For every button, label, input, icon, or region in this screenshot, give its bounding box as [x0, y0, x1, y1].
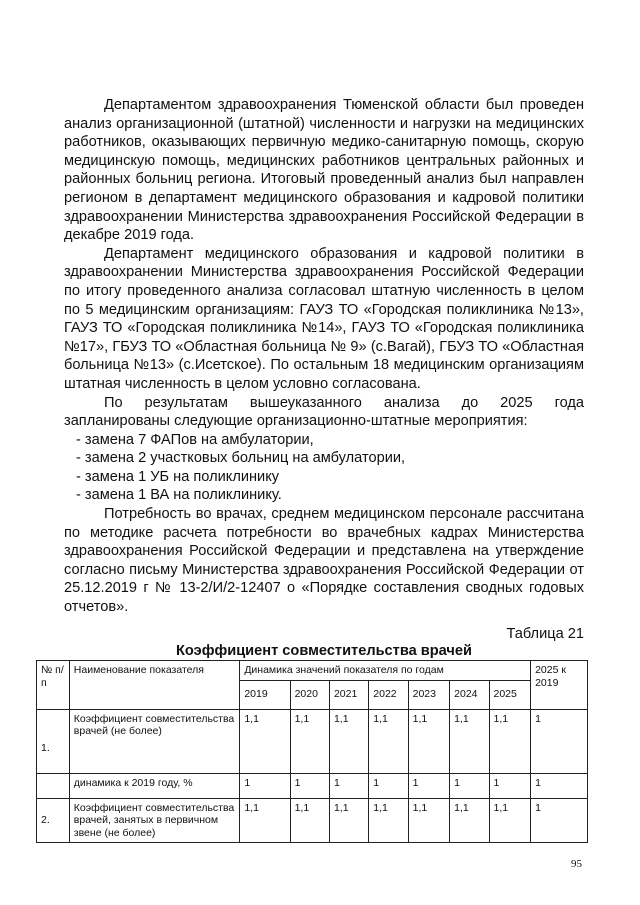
year-cell: 2025: [489, 680, 531, 709]
value-cell: 1,1: [369, 798, 408, 843]
final-cell: 1: [531, 773, 588, 798]
document-page: [41, 96, 584, 843]
row-name: динамика к 2019 году, %: [69, 773, 240, 798]
value-cell: 1,1: [369, 709, 408, 773]
value-cell: 1,1: [489, 798, 531, 843]
value-cell: 1,1: [329, 798, 368, 843]
value-cell: 1,1: [489, 709, 531, 773]
year-cell: 2024: [450, 680, 489, 709]
table-header-row: [37, 661, 588, 681]
header-name: Наименование показателя: [69, 661, 240, 710]
row-name: Коэффициент совместительства врачей (не более): [69, 709, 240, 773]
final-cell: 1: [531, 798, 588, 843]
year-cell: 2021: [329, 680, 368, 709]
row-num: [37, 773, 70, 798]
paragraph-1: Департаментом здравоохранения Тюменской области был проведен анализ организационной (штатной) численности и нагрузки на медицинских работников, оказывающих первичную медико-санитарную помощь, скорую медицинскую помощь, медицинских работников центральных районных и районных больниц региона. Итоговый проведенный анализ был направлен регионом в департамент медицинского образования и кадровой политики здравоохранении Министерства здравоохранения Российской Федерации в декабре 2019 года.: [64, 97, 584, 244]
paragraph-2: Департамент медицинского образования и кадровой политики в здравоохранении Министерства здравоохранения Российской Федерации по итогу проведенного анализа согласовал штатную численность в целом по 5 медицинским организациям: ГАУЗ ТО «Городская поликлиника №13», ГАУЗ ТО «Городская поликлиника №14», ГАУЗ ТО «Городская поликлиника №17», ГБУЗ ТО «Областная больница № 9» (с.Вагай), ГБУЗ ТО «Областная больница №13» (с.Исетское). По остальным 18 медицинским организациям штатная численность в целом условно согласована.: [64, 245, 584, 392]
table-title: Коэффициент совместительства врачей: [176, 643, 472, 660]
value-cell: 1,1: [290, 709, 329, 773]
header-final: 2025 к 2019: [531, 661, 588, 710]
table-row: [37, 773, 588, 798]
list-item: - замена 2 участковых больниц на амбулатории,: [76, 450, 406, 467]
value-cell: 1: [240, 773, 290, 798]
page-number: 95: [571, 858, 582, 870]
value-cell: 1,1: [450, 798, 489, 843]
year-cell: 2020: [290, 680, 329, 709]
row-num: 2.: [37, 798, 70, 843]
value-cell: 1: [329, 773, 368, 798]
table-label: Таблица 21: [506, 625, 584, 642]
header-num: № п/п: [37, 661, 70, 710]
list-item: - замена 1 ВА на поликлинику.: [76, 487, 282, 504]
value-cell: 1,1: [329, 709, 368, 773]
row-name: Коэффициент совместительства врачей, занятых в первичном звене (не более): [69, 798, 240, 843]
paragraph-3: По результатам вышеуказанного анализа до 2025 года запланированы следующие организационно-штатные мероприятия:: [64, 394, 584, 430]
value-cell: 1: [290, 773, 329, 798]
final-cell: 1: [531, 709, 588, 773]
value-cell: 1: [450, 773, 489, 798]
row-num: 1.: [37, 709, 70, 773]
value-cell: 1,1: [408, 709, 450, 773]
list-item: - замена 7 ФАПов на амбулатории,: [76, 431, 314, 448]
value-cell: 1,1: [290, 798, 329, 843]
value-cell: 1: [369, 773, 408, 798]
measures-list: [64, 431, 584, 505]
paragraph-4: Потребность во врачах, среднем медицинском персонале рассчитана по методике расчета потребности во врачебных кадрах Министерства здравоохранения Российской Федерации и представлена на утверждение согласно письму Министерства здравоохранения Российской Федерации от 25.12.2019 г № 13-2/И/2-12407 о «Порядке составления сводных годовых отчетов».: [64, 506, 584, 616]
header-dynamics: Динамика значений показателя по годам: [240, 661, 531, 681]
table-row: [37, 709, 588, 773]
year-cell: 2019: [240, 680, 290, 709]
table-row: [37, 798, 588, 843]
year-cell: 2022: [369, 680, 408, 709]
value-cell: 1,1: [408, 798, 450, 843]
list-item: - замена 1 УБ на поликлинику: [76, 468, 280, 485]
value-cell: 1,1: [450, 709, 489, 773]
value-cell: 1,1: [240, 709, 290, 773]
coefficient-table: [36, 660, 588, 843]
value-cell: 1,1: [240, 798, 290, 843]
value-cell: 1: [408, 773, 450, 798]
year-cell: 2023: [408, 680, 450, 709]
value-cell: 1: [489, 773, 531, 798]
